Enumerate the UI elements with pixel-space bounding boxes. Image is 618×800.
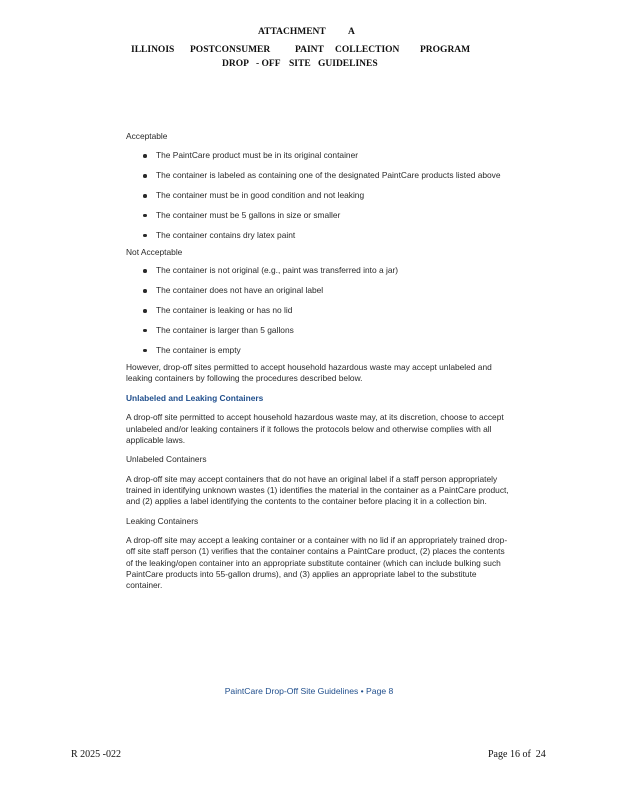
list-item: The PaintCare product must be in its original container [126, 150, 510, 161]
header-attachment: ATTACHMENT [258, 27, 326, 37]
list-item: The container must be in good condition and not leaking [126, 190, 510, 201]
page-label: Page [488, 749, 508, 760]
page-footer-guidelines: PaintCare Drop-Off Site Guidelines • Page 8 [224, 686, 394, 696]
list-item: The container is leaking or has no lid [126, 305, 510, 316]
list-item: The container is larger than 5 gallons [126, 325, 510, 336]
header-word-postconsumer: POSTCONSUMER [190, 45, 271, 55]
header-word-collection: COLLECTION [335, 45, 400, 55]
not-acceptable-heading: Not Acceptable [126, 247, 183, 258]
list-item: The container must be 5 gallons in size or smaller [126, 210, 510, 221]
page-number [488, 749, 546, 760]
list-item: The container contains dry latex paint [126, 230, 510, 241]
page-total: 24 [535, 749, 546, 760]
document-number: R 2025 -022 [71, 749, 121, 760]
header-word-paint: PAINT [295, 45, 324, 55]
acceptable-heading: Acceptable [126, 131, 168, 141]
list-item: The container does not have an original label [126, 285, 510, 296]
header-attachment-letter: A [348, 27, 355, 37]
acceptable-list [126, 150, 510, 241]
however-paragraph: However, drop-off sites permitted to accept household hazardous waste may accept unlabeled and leaking containers by following the procedures described below. [126, 362, 492, 384]
header-word-guidelines: GUIDELINES [318, 59, 378, 69]
header-word-program: PROGRAM [420, 45, 471, 55]
unlabeled-containers-text: A drop-off site may accept containers that do not have an original label if a staff person appropriately trained in identifying unknown wastes (1) identifies the material in the container as a PaintCare product, and (2) applies a label identifying the contents to the container before placing it in a collection bin. [126, 473, 509, 507]
unlabeled-containers-heading: Unlabeled Containers [126, 454, 207, 465]
leaking-containers-heading: Leaking Containers [126, 515, 199, 526]
list-item: The container is empty [126, 345, 510, 356]
header-word-illinois: ILLINOIS [131, 45, 175, 55]
page-current: 16 [509, 749, 520, 760]
list-item: The container is not original (e.g., paint was transferred into a jar) [126, 265, 510, 276]
page-of-label: of [522, 749, 531, 760]
unlabeled-leaking-intro: A drop-off site permitted to accept household hazardous waste may, at its discretion, choose to accept unlabeled and/or leaking containers if it follows the protocols below and otherwise complies with all applicable laws. [126, 412, 504, 445]
header-word-off: - OFF [256, 59, 281, 69]
document-body [126, 131, 510, 592]
list-item: The container is labeled as containing one of the designated PaintCare products listed above [126, 170, 510, 181]
unlabeled-leaking-heading: Unlabeled and Leaking Containers [126, 392, 264, 403]
not-acceptable-list [126, 265, 510, 356]
header-word-drop: DROP [222, 59, 249, 69]
header-word-site: SITE [289, 59, 311, 69]
leaking-containers-text: A drop-off site may accept a leaking container or a container with no lid if an appropriately trained drop-off site staff person (1) verifies that the container contains a PaintCare product, (2) places the contents of the leaking/open container into an appropriate substitute container (which can include bulking such PaintCare products into 55-gallon drums), and (3) applies an appropriate label to the substitute container. [126, 534, 508, 591]
